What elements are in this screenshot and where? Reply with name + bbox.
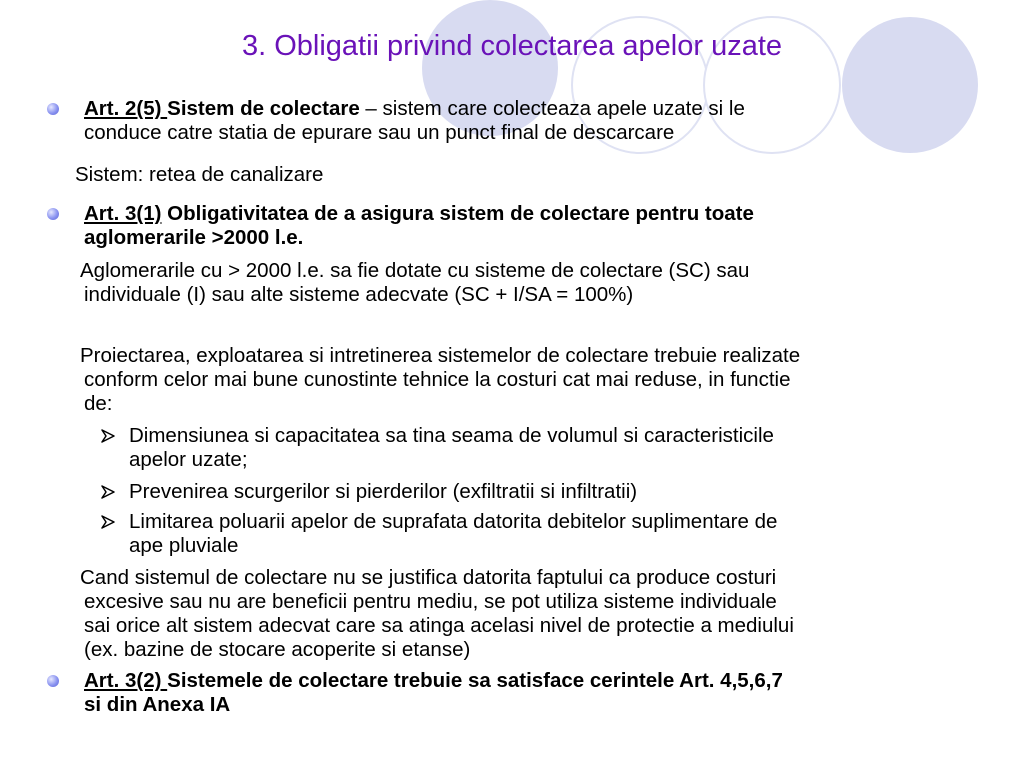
art-reference: Art. 2(5) [84,97,168,120]
sphere-bullet-icon [47,208,59,220]
art-reference: Art. 3(2) [84,669,168,692]
bold-heading: Sistemele de colectare trebuie sa satisface cerintele Art. 4,5,6,7 [167,669,783,692]
paragraph-cand-line-4: (ex. bazine de stocare acoperite si etanse) [84,638,471,661]
paragraph-cand-line-1: Cand sistemul de colectare nu se justifica datorita faptului ca produce costuri [80,566,777,589]
sub-bullet-3-line-2: ape pluviale [129,534,239,557]
bold-heading: Sistem de colectare [167,97,360,120]
art-reference: Art. 3(1) [84,202,162,225]
paragraph-aglomerari-line-1: Aglomerarile cu > 2000 l.e. sa fie dotate cu sisteme de colectare (SC) sau [80,259,750,282]
paragraph-cand-line-2: excesive sau nu are beneficii pentru mediu, se pot utiliza sisteme individuale [84,590,777,613]
arrowhead-bullet-icon [100,428,116,444]
arrowhead-bullet-icon [100,514,116,530]
bold-heading: Obligativitatea de a asigura sistem de colectare pentru toate [161,202,754,225]
sphere-bullet-icon [47,675,59,687]
sub-bullet-1-line-2: apelor uzate; [129,448,248,471]
paragraph-cand-line-3: sai orice alt sistem adecvat care sa atinga acelasi nivel de protectie a mediului [84,614,794,637]
paragraph-proiectarea-line-2: conform celor mai bune cunostinte tehnice la costuri cat mai reduse, in functie [84,368,791,391]
sub-bullet-2-line-1: Prevenirea scurgerilor si pierderilor (exfiltratii si infiltratii) [129,480,638,503]
paragraph-aglomerari-line-2: individuale (I) sau alte sisteme adecvate (SC + I/SA = 100%) [84,283,634,306]
bullet-3-line-1 [84,669,783,693]
sphere-bullet-icon [47,103,59,115]
bullet-1-line-1 [84,97,745,121]
sub-bullet-1-line-1: Dimensiunea si capacitatea sa tina seama de volumul si caracteristicile [129,424,774,447]
bullet-2-line-1 [84,202,754,226]
bullet-1-line-2: conduce catre statia de epurare sau un punct final de descarcare [84,121,675,144]
arrowhead-bullet-icon [100,484,116,500]
bullet-2-line-2: aglomerarile >2000 l.e. [84,226,304,249]
body-text: – sistem care colecteaza apele uzate si le [359,97,745,120]
paragraph-proiectarea-line-1: Proiectarea, exploatarea si intretinerea sistemelor de colectare trebuie realizate [80,344,801,367]
paragraph-sistem: Sistem: retea de canalizare [75,163,324,186]
paragraph-proiectarea-line-3: de: [84,392,113,415]
bullet-3-line-2: si din Anexa IA [84,693,231,716]
sub-bullet-3-line-1: Limitarea poluarii apelor de suprafata datorita debitelor suplimentare de [129,510,778,533]
slide-title: 3. Obligatii privind colectarea apelor uzate [241,30,783,62]
